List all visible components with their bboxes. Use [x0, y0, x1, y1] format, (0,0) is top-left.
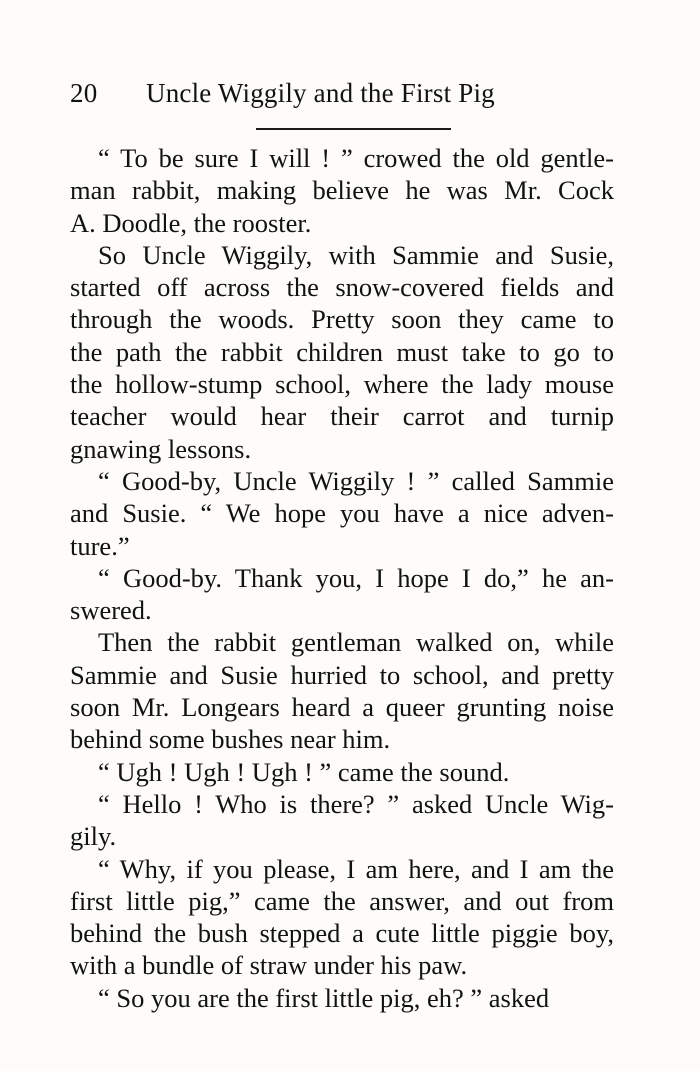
text-line: “ Hello ! Who is there? ” asked Uncle Wig-: [98, 788, 614, 819]
paragraph: [70, 756, 642, 788]
text-line: “ So you are the first little pig, eh? ” asked: [98, 982, 550, 1013]
text-line: and Susie. “ We hope you have a nice adven-: [70, 498, 614, 529]
body-text: [70, 142, 642, 1014]
text-line: “ Why, if you please, I am here, and I am the: [98, 853, 614, 884]
text-line: started off across the snow-covered fields and: [70, 272, 614, 303]
text-line: the path the rabbit children must take to go to: [70, 336, 614, 367]
text-line: “ Good-by, Uncle Wiggily ! ” called Sammie: [98, 465, 614, 496]
text-line: teacher would hear their carrot and turnip: [70, 401, 614, 432]
text-line: A. Doodle, the rooster.: [70, 207, 312, 238]
text-line: Sammie and Susie hurried to school, and pretty: [70, 659, 614, 690]
paragraph: [70, 239, 642, 465]
text-line: So Uncle Wiggily, with Sammie and Susie,: [98, 239, 614, 270]
text-line: ture.”: [70, 530, 130, 561]
text-line: with a bundle of straw under his paw.: [70, 950, 468, 981]
paragraph: [70, 853, 642, 982]
text-line: gily.: [70, 821, 117, 852]
paragraph: [70, 788, 642, 853]
text-line: man rabbit, making believe he was Mr. Cock: [70, 175, 614, 206]
text-line: the hollow-stump school, where the lady mouse: [70, 369, 614, 400]
text-line: “ To be sure I will ! ” crowed the old gentle-: [98, 143, 614, 173]
paragraph: [70, 626, 642, 755]
text-line: behind the bush stepped a cute little piggie boy,: [70, 918, 614, 949]
text-line: “ Good-by. Thank you, I hope I do,” he an-: [98, 562, 614, 593]
text-line: gnawing lessons.: [70, 433, 252, 464]
paragraph: [70, 982, 642, 1014]
header-rule: [256, 128, 451, 130]
page-number: 20: [70, 78, 98, 108]
paragraph: [70, 562, 642, 627]
text-line: first little pig,” came the answer, and out from: [70, 885, 614, 916]
paragraph: [70, 142, 642, 239]
text-line: soon Mr. Longears heard a queer grunting noise: [70, 692, 614, 723]
paragraph: [70, 465, 642, 562]
text-line: behind some bushes near him.: [70, 724, 391, 755]
text-line: Then the rabbit gentleman walked on, while: [98, 627, 614, 658]
text-line: “ Ugh ! Ugh ! Ugh ! ” came the sound.: [98, 756, 510, 787]
running-header: [70, 78, 495, 109]
text-line: swered.: [70, 595, 152, 626]
text-line: through the woods. Pretty soon they came to: [70, 304, 614, 335]
running-title: Uncle Wiggily and the First Pig: [146, 78, 495, 108]
